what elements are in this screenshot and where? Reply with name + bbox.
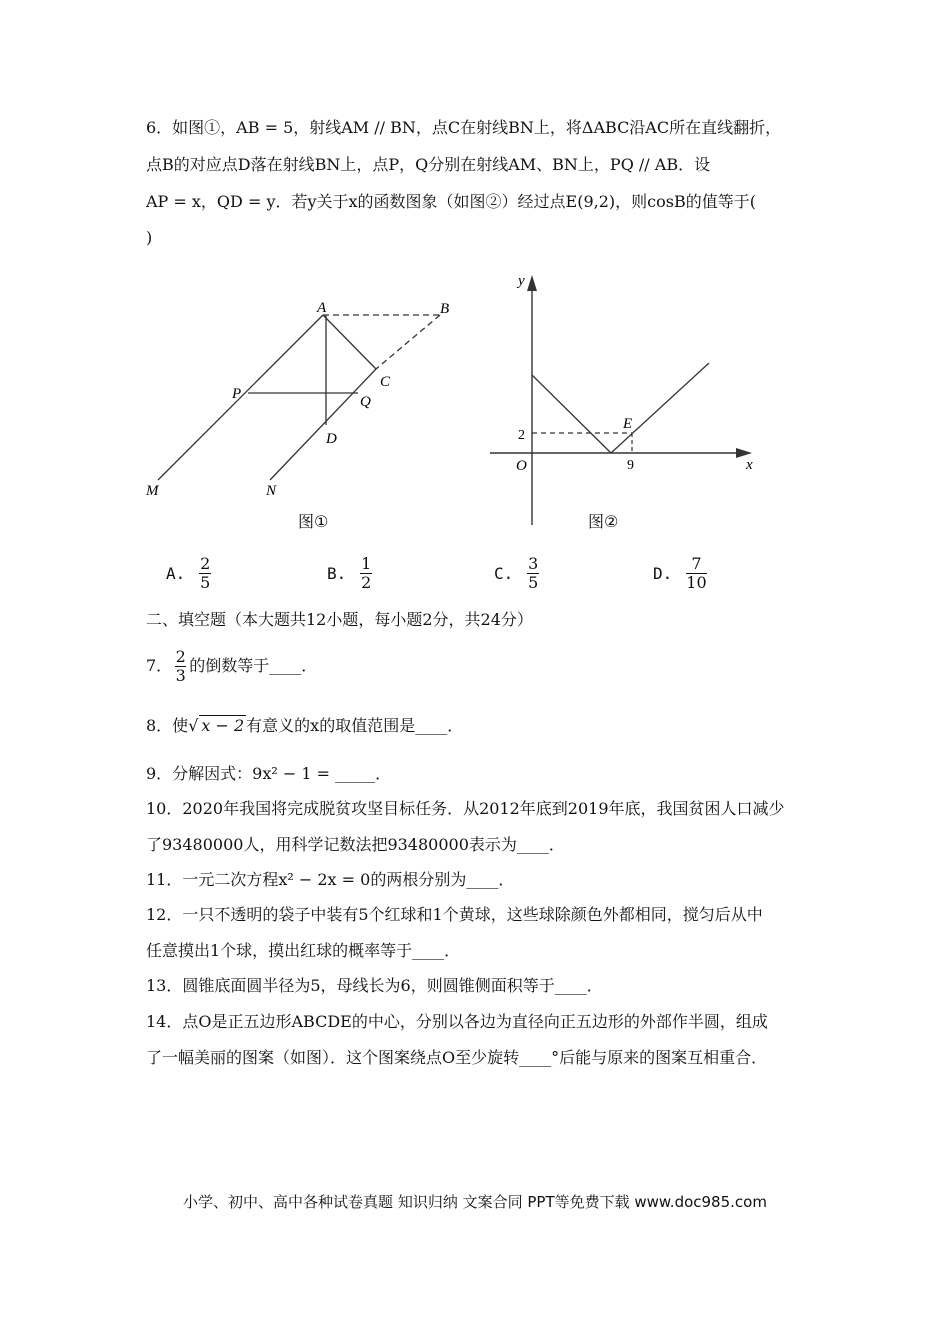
figure-1-geometry [140,290,470,510]
y-axis-label: y [518,273,525,289]
point-d-label: D [326,431,337,447]
sqrt-symbol: √ [188,716,199,735]
q11: 11．一元二次方程x² − 2x = 0的两根分别为____． [146,870,515,889]
q12-line-2: 任意摸出1个球，摸出红球的概率等于____． [146,941,461,960]
option-c[interactable]: C. $\frac{3}{5}$ [494,553,539,592]
q8: 8．使√ x − 2 有意义的x的取值范围是____． [146,716,464,735]
q10-line-2: 了93480000人，用科学记数法把93480000表示为____． [146,835,565,854]
origin-label: O [516,458,527,474]
section-2-heading: 二、填空题（本大题共12小题，每小题2分，共24分） [146,610,533,629]
q8-radicand: x − 2 [201,716,245,735]
point-b-label: B [440,301,450,317]
option-b[interactable]: B. $\frac{1}{2}$ [327,553,372,592]
figure-2-caption: 图② [588,512,619,531]
q13: 13．圆锥底面圆半径为5，母线长为6，则圆锥侧面积等于____． [146,976,603,995]
page-footer: 小学、初中、高中各种试卷真题 知识归纳 文案合同 PPT等免费下载 www.doc985.com [183,1193,767,1211]
option-a[interactable]: A. $\frac{2}{5}$ [166,553,211,592]
q7: 7． $\frac{2}{3}$ 的倒数等于____． [146,646,318,685]
option-c-fraction: $\frac{3}{5}$ [528,553,539,592]
figure-1-caption: 图① [298,512,329,531]
q6-line-3: AP = x，QD = y．若y关于x的函数图象（如图②）经过点E(9,2)，则cosB的值等于( [146,192,756,211]
point-a-label: A [317,300,327,316]
q12-line-1: 12．一只不透明的袋子中装有5个红球和1个黄球，这些球除颜色外都相同，搅匀后从中 [146,905,763,924]
point-n-label: N [266,483,277,499]
q14-line-1: 14．点O是正五边形ABCDE的中心，分别以各边为直径向正五边形的外部作半圆，组成 [146,1012,768,1031]
tick-2-label: 2 [518,428,525,443]
x-axis-label: x [746,457,753,473]
q6-line-2: 点B的对应点D落在射线BN上，点P，Q分别在射线AM、BN上，PQ // AB．设 [146,155,711,174]
figure-2-graph [480,265,770,530]
q6-line-4: ) [146,228,153,247]
q7-fraction: $\frac{2}{3}$ [175,646,186,685]
point-q-label: Q [360,394,371,410]
point-p-label: P [232,386,242,402]
point-c-label: C [380,374,391,390]
point-e-label: E [623,416,633,432]
option-a-fraction: $\frac{2}{5}$ [200,553,211,592]
tick-9-label: 9 [627,458,634,473]
point-m-label: M [146,483,159,499]
q10-line-1: 10．2020年我国将完成脱贫攻坚目标任务．从2012年底到2019年底，我国贫困人口减少 [146,799,785,818]
q9: 9．分解因式：9x² − 1 = _____． [146,764,392,783]
option-b-fraction: $\frac{1}{2}$ [361,553,372,592]
q14-line-2: 了一幅美丽的图案（如图）．这个图案绕点O至少旋转____°后能与原来的图案互相重合． [146,1048,768,1067]
option-d[interactable]: D. $\frac{7}{10}$ [653,553,707,592]
option-d-fraction: $\frac{7}{10}$ [686,553,707,592]
q6-line-1: 6．如图①，AB = 5，射线AM // BN，点C在射线BN上，将ΔABC沿AC所在直线翻折， [146,118,782,137]
